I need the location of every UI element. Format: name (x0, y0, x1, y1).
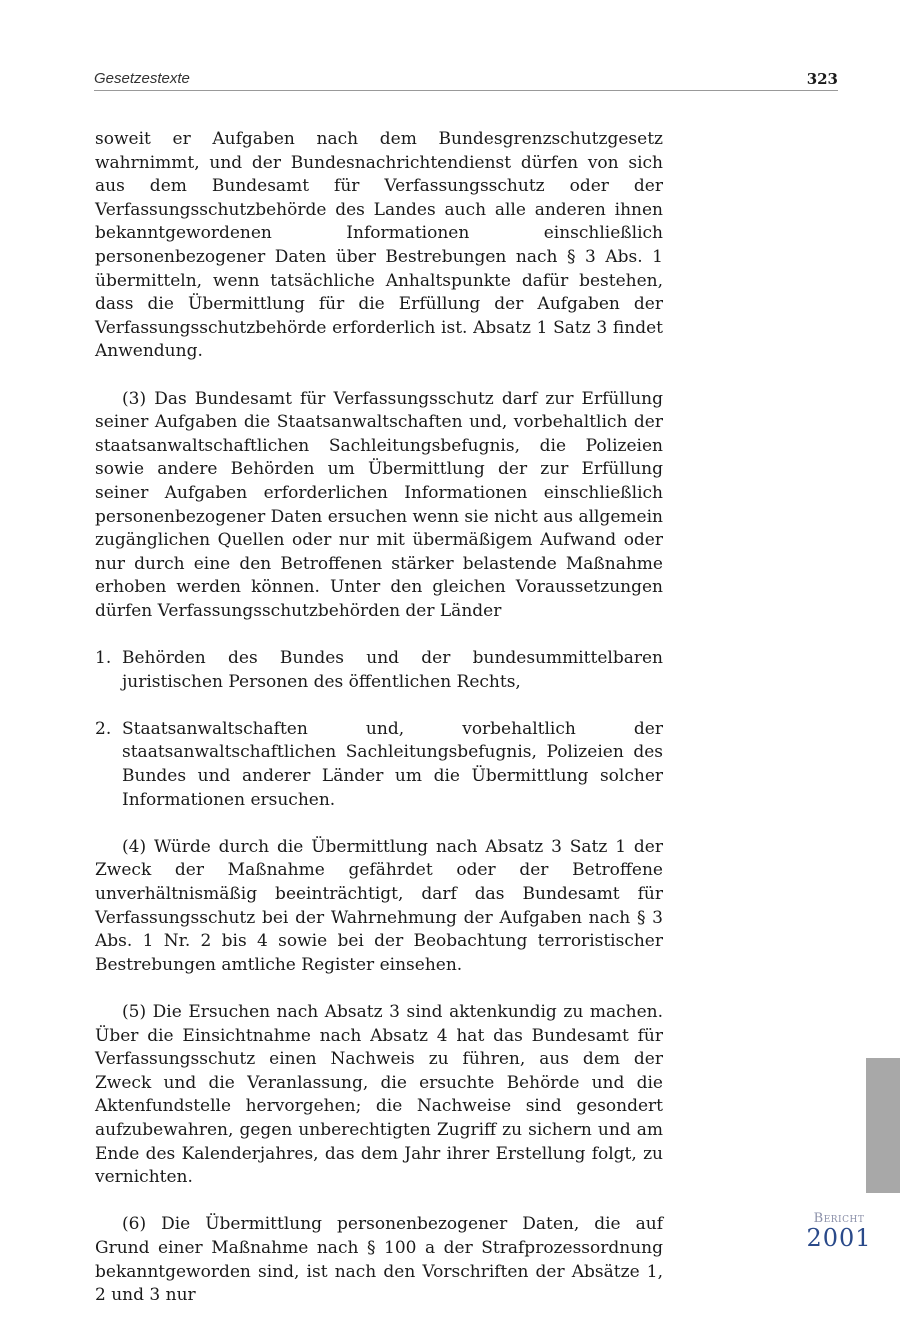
list-item-text: Behörden des Bundes und der bundesummittelbaren juristischen Personen des öffentlichen Rechts, (122, 648, 663, 692)
paragraph-3: (3) Das Bundesamt für Verfassungsschutz darf zur Erfüllung seiner Aufgaben die Staatsanwaltschaften und, vorbehaltlich der staatsanwaltschaftlichen Sachleitungsbefugnis, die Polizeien sowie andere Behörden um Übermittlung der zur Erfüllung seiner Aufgaben erforderlichen Informationen einschließlich personenbezogener Daten ersuchen wenn sie nicht aus allgemein zugänglichen Quellen oder nur mit übermäßigem Aufwand oder nur durch eine den Betroffenen stärker belastende Maßnahme erhoben werden können. Unter den gleichen Voraussetzungen dürfen Verfassungsschutzbehörden der Länder (95, 388, 663, 621)
list-item-number: 2. (95, 718, 112, 739)
list-item (95, 718, 663, 812)
logo-year: 2001 (806, 1224, 872, 1252)
list-item-text: Staatsanwaltschaften und, vorbehaltlich der staatsanwaltschaftlichen Sachleitungsbefugnis, Polizeien des Bundes und anderer Länder um die Übermittlung solcher Informationen ersuchen. (122, 718, 663, 810)
page-number: 323 (806, 70, 838, 88)
paragraph-6: (6) Die Übermittlung personenbezogener Daten, die auf Grund einer Maßnahme nach § 100 a der Strafprozessordnung bekanntgeworden sind, ist nach den Vorschriften der Absätze 1, 2 und 3 nur (95, 1214, 663, 1306)
logo-word: Bericht (813, 1211, 865, 1226)
body-text (95, 128, 663, 1331)
paragraph-5: (5) Die Ersuchen nach Absatz 3 sind aktenkundig zu machen. Über die Einsichtnahme nach Absatz 4 hat das Bundesamt für Verfassungsschutz einen Nachweis zu führen, aus dem der Zweck und die Veranlassung, die ersuchte Behörde und die Aktenfundstelle hervorgehen; die Nachweise sind gesondert aufzubewahren, gegen unberechtigten Zugriff zu sichern und am Ende des Kalenderjahres, das dem Jahr ihrer Erstellung folgt, zu vernichten. (95, 1001, 663, 1188)
list-item-number: 1. (95, 648, 112, 669)
report-logo (800, 1212, 878, 1250)
running-header (94, 70, 838, 91)
header-title: Gesetzestexte (94, 70, 190, 87)
paragraph-continuation: soweit er Aufgaben nach dem Bundesgrenzschutzgesetz wahrnimmt, und der Bundesnachrichtendienst dürfen von sich aus dem Bundesamt für Verfassungsschutz oder der Verfassungsschutzbehörde des Landes auch alle anderen ihnen bekanntgewordenen Informationen einschließlich personenbezogener Daten über Bestrebungen nach § 3 Abs. 1 übermitteln, wenn tatsächliche Anhaltspunkte dafür bestehen, dass die Übermittlung für die Erfüllung der Aufgaben der Verfassungsschutzbehörde erforderlich ist. Absatz 1 Satz 3 findet Anwendung. (95, 129, 663, 362)
list-item (95, 647, 663, 694)
paragraph-4: (4) Würde durch die Übermittlung nach Absatz 3 Satz 1 der Zweck der Maßnahme gefährdet oder der Betroffene unverhältnismäßig beeinträchtigt, darf das Bundesamt für Verfassungsschutz bei der Wahrnehmung der Aufgaben nach § 3 Abs. 1 Nr. 2 bis 4 sowie bei der Beobachtung terroristischer Bestrebungen amtliche Register einsehen. (95, 836, 663, 975)
chapter-thumb-tab (866, 1058, 900, 1193)
